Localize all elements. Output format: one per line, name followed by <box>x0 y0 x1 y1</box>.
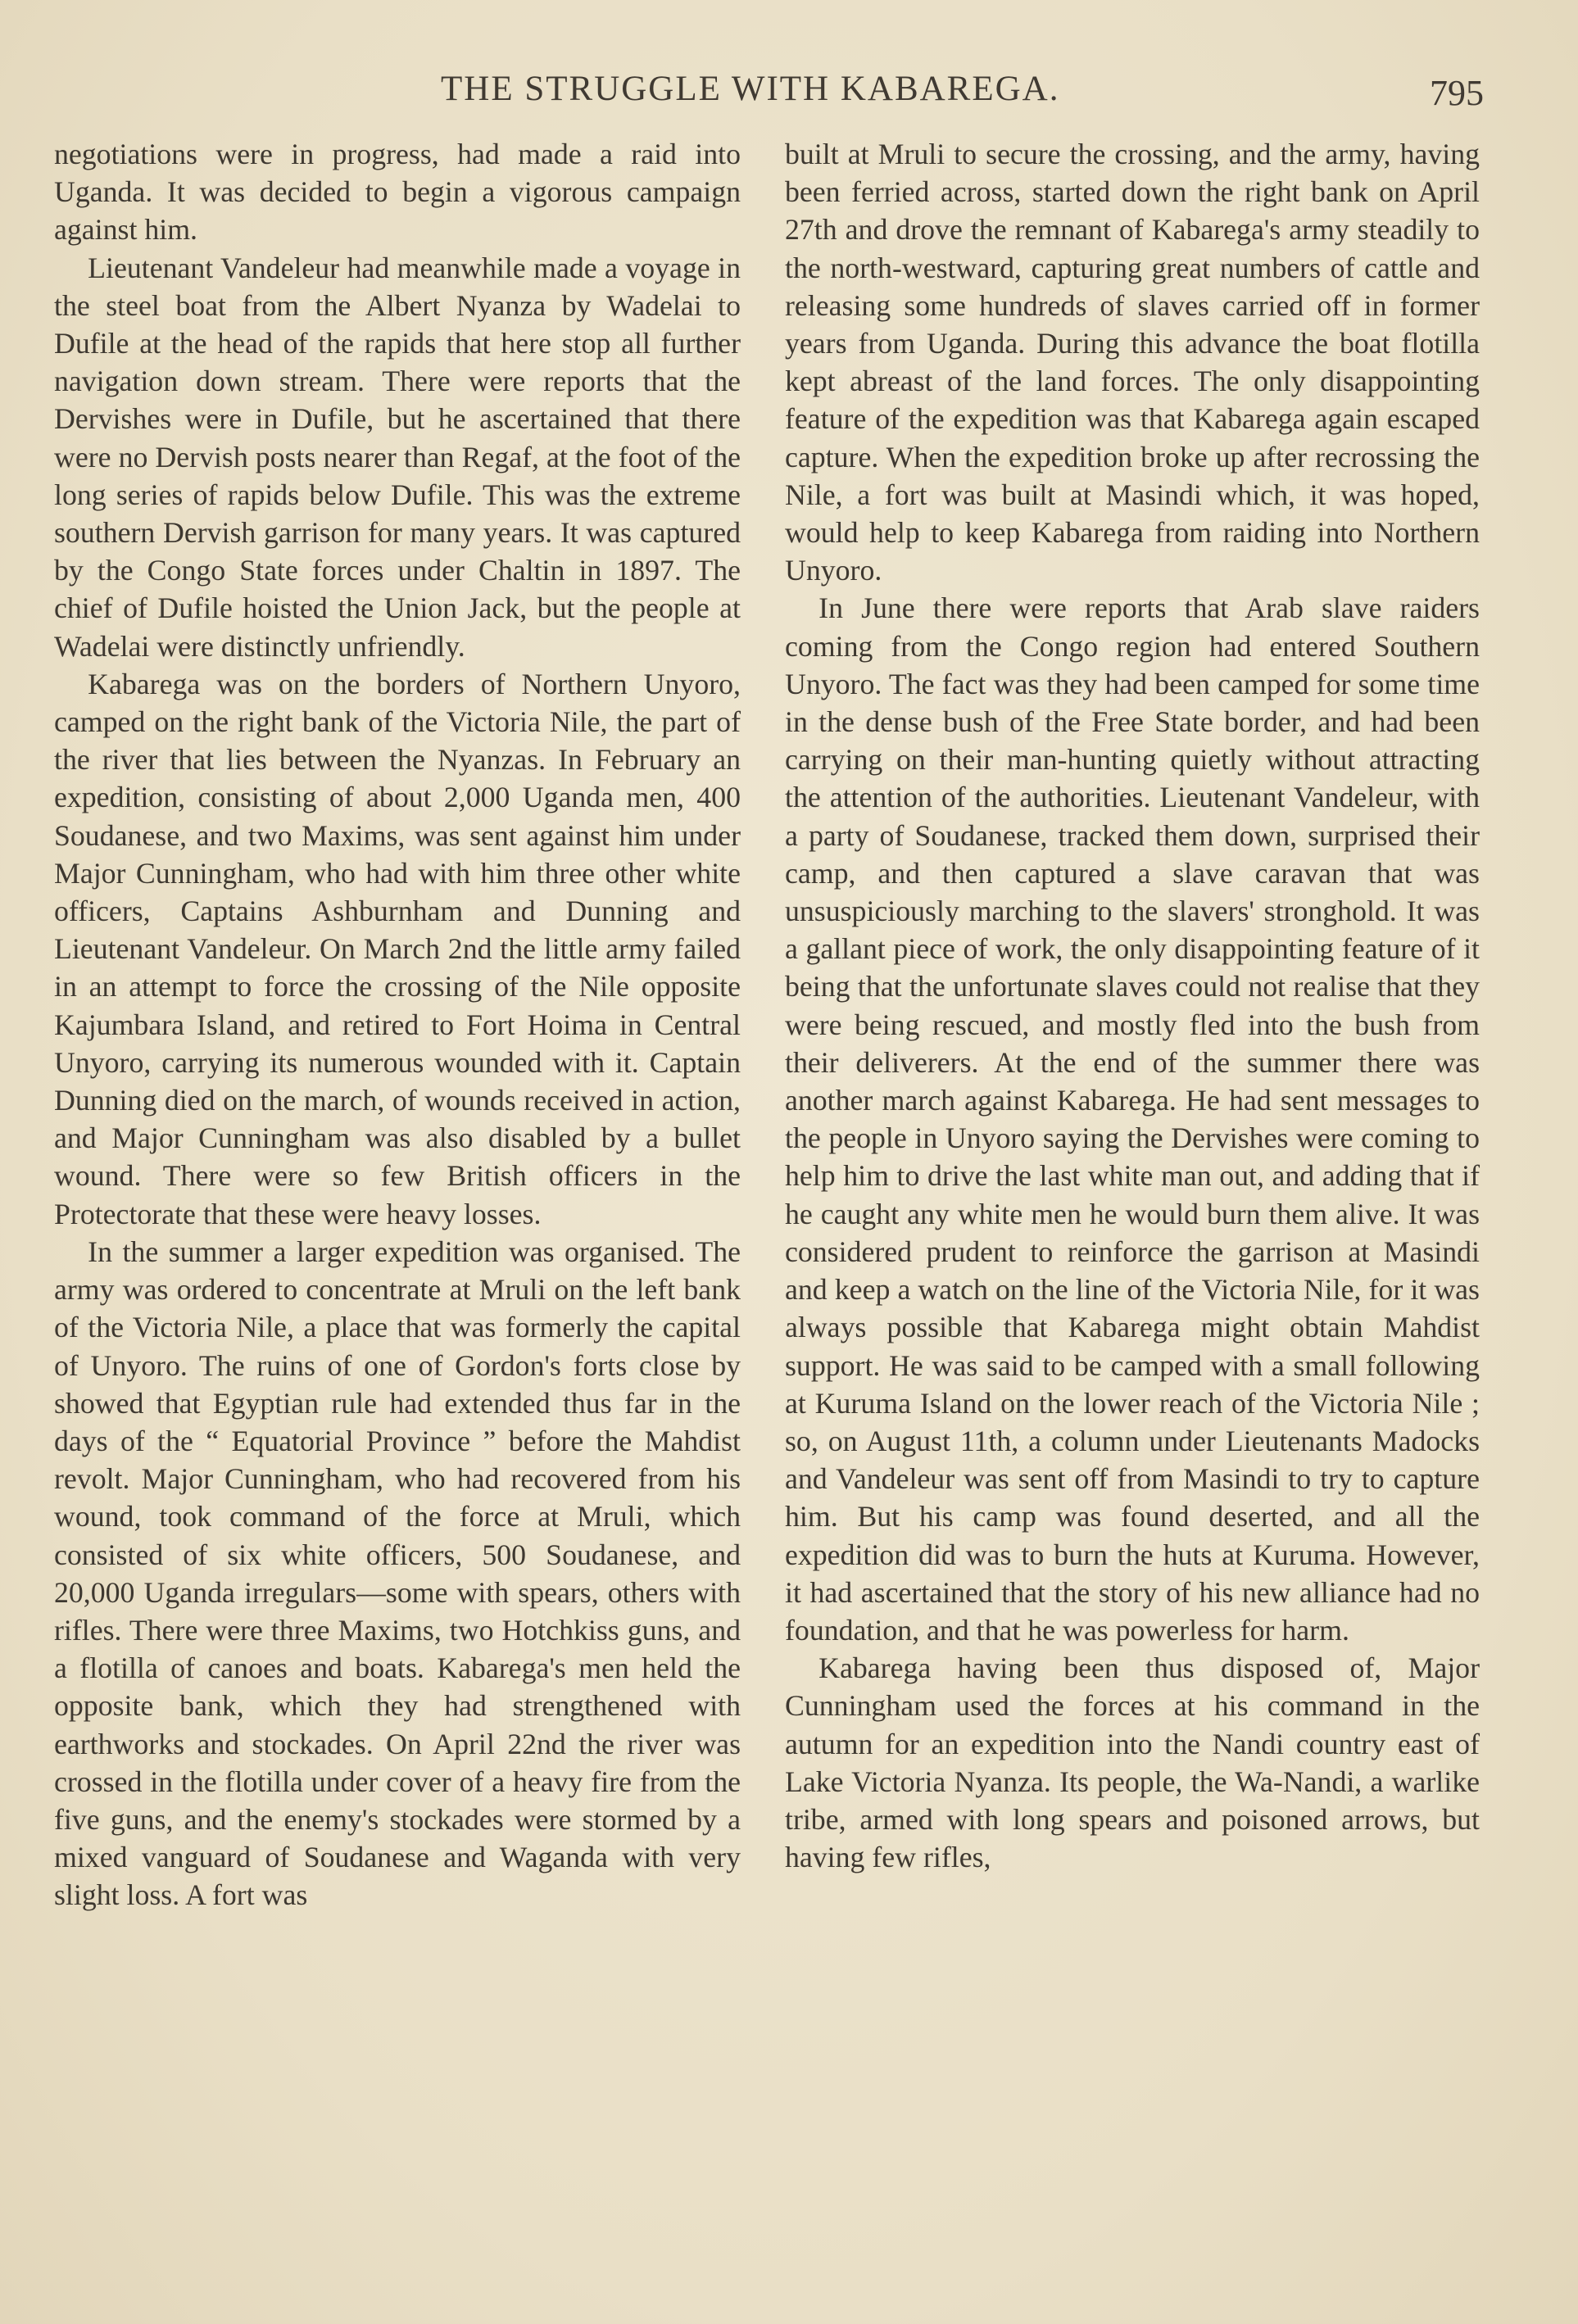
paragraph: Kabarega was on the borders of Northern Unyoro, camped on the right bank of the Victoria Nile, the part of the river that lies between the Nyanzas. In February an expedition, consisting of about 2,000 Uganda men, 400 Soudanese, and two Maxims, was sent against him under Major Cunningham, who had with him three other white officers, Captains Ashburnham and Dunning and Lieutenant Vandeleur. On March 2nd the little army failed in an attempt to force the crossing of the Nile opposite Kajumbara Island, and retired to Fort Hoima in Central Unyoro, carrying its numerous wounded with it. Captain Dunning died on the march, of wounds received in action, and Major Cunningham was also disabled by a bullet wound. There were so few British officers in the Protectorate that these were heavy losses. <box>54 667 741 1230</box>
running-title: THE STRUGGLE WITH KABAREGA. <box>441 70 1060 108</box>
page-number: 795 <box>1430 73 1484 113</box>
paragraph: Lieutenant Vandeleur had meanwhile made a voyage in the steel boat from the Albert Nyanza by Wadelai to Dufile at the head of the rapids that here stop all further navigation down stream. There were reports that the Dervishes were in Dufile, but he ascertained that there were no Dervish posts nearer than Regaf, at the foot of the long series of rapids below Dufile. This was the extreme southern Dervish garrison for many years. It was captured by the Congo State forces under Chaltin in 1897. The chief of Dufile hoisted the Union Jack, but the people at Wadelai were distinctly unfriendly. <box>54 251 741 663</box>
paragraph: In the summer a larger expedition was organised. The army was ordered to concentrate at Mruli on the left bank of the Victoria Nile, a place that was formerly the capital of Unyoro. The ruins of one of Gordon's forts close by showed that Egyptian rule had extended thus far in the days of the “ Equatorial Province ” before the Mahdist revolt. Major Cunningham, who had recovered from his wound, took command of the force at Mruli, which consisted of six white officers, 500 Soudanese, and 20,000 Uganda irregulars—some with spears, others with rifles. There were three Maxims, two Hotchkiss guns, and a flotilla of canoes and boats. Kabarega's men held the opposite bank, which they had strengthened with earthworks and stockades. On April 22nd the river was crossed in the flotilla under cover of a heavy fire from the five guns, and the enemy's stockades were stormed by a mixed vanguard of Soudanese and Waganda with very slight loss. A fort was <box>54 1234 741 1912</box>
left-column <box>54 135 741 1914</box>
paragraph: built at Mruli to secure the crossing, and the army, having been ferried across, started down the right bank on April 27th and drove the remnant of Kabarega's army steadily to the north-westward, capturing great numbers of cattle and releasing some hundreds of slaves carried off in former years from Uganda. During this advance the boat flotilla kept abreast of the land forces. The only disappointing feature of the expedition was that Kabarega again escaped capture. When the expedition broke up after recrossing the Nile, a fort was built at Masindi which, it was hoped, would help to keep Kabarega from raiding into Northern Unyoro. <box>785 138 1480 587</box>
paragraph: In June there were reports that Arab slave raiders coming from the Congo region had entered Southern Unyoro. The fact was they had been camped for some time in the dense bush of the Free State border, and had been carrying on their man-hunting quietly without attracting the attention of the authorities. Lieutenant Vandeleur, with a party of Soudanese, tracked them down, surprised their camp, and then captured a slave caravan that was unsuspiciously marching to the slavers' stronghold. It was a gallant piece of work, the only disappointing feature of it being that the unfortunate slaves could not realise that they were being rescued, and mostly fled into the bush from their deliverers. At the end of the summer there was another march against Kabarega. He had sent messages to the people in Unyoro saying the Dervishes were coming to help him to drive the last white man out, and adding that if he caught any white men he would burn them alive. It was considered prudent to reinforce the garrison at Masindi and keep a watch on the line of the Victoria Nile, for it was always possible that Kabarega might obtain Mahdist support. He was said to be camped with a small following at Kuruma Island on the lower reach of the Victoria Nile ; so, on August 11th, a column under Lieutenants Madocks and Vandeleur was sent off from Masindi to try to capture him. But his camp was found deserted, and all the expedition did was to burn the huts at Kuruma. However, it had ascertained that the story of his new alliance had no foundation, and that he was powerless for harm. <box>785 591 1480 1647</box>
right-column <box>785 135 1480 1876</box>
paragraph: negotiations were in progress, had made a raid into Uganda. It was decided to begin a vigorous campaign against him. <box>54 138 741 247</box>
running-head <box>0 69 1578 118</box>
paragraph: Kabarega having been thus disposed of, Major Cunningham used the forces at his command in the autumn for an expedition into the Nandi country east of Lake Victoria Nyanza. Its people, the Wa-Nandi, a warlike tribe, armed with long spears and poisoned arrows, but having few rifles, <box>785 1651 1480 1874</box>
